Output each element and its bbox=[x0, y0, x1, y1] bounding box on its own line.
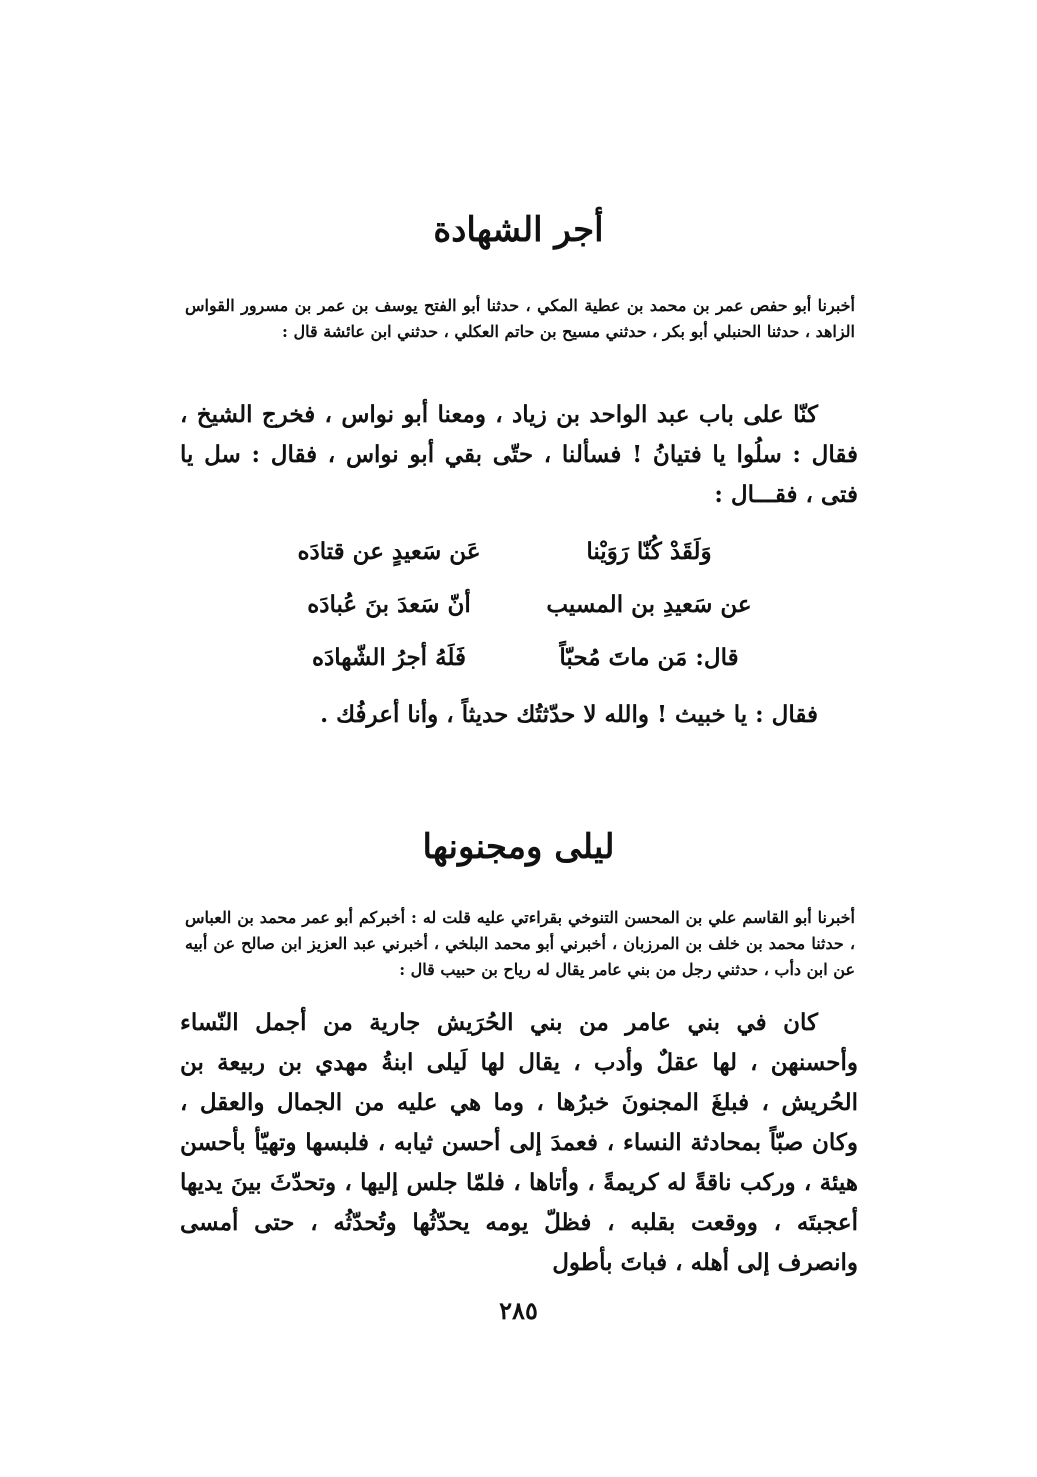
verse-second-hemistich: عَن سَعيدٍ عن قتادَه bbox=[297, 538, 481, 565]
isnad-section-1: أخبرنا أبو حفص عمر بن محمد بن عطية المكي ، حدثنا أبو الفتح يوسف بن عمر بن مسرور القواس الزاهد ، حدثنا الحنبلي أبو بكر ، حدثني مسيح بن حاتم العكلي ، حدثني ابن عائشة قال : bbox=[185, 296, 855, 341]
body-paragraph-section-1: كنّا على باب عبد الواحد بن زياد ، ومعنا أبو نواس ، فخرج الشيخ ، فقال : سلُوا يا فتيانُ ! فسألنا ، حتّى بقي أبو نواس ، فقال : سل يا فتى ، فقـــال : bbox=[180, 401, 858, 508]
isnad-section-2: أخبرنا أبو القاسم علي بن المحسن التنوخي بقراءتي عليه قلت له : أخبركم أبو عمر محمد بن العباس ، حدثنا محمد بن خلف بن المرزبان ، أخبرني أبو محمد البلخي ، أخبرني عبد العزيز ابن صالح عن أبيه عن ابن دأب ، حدثني رجل من بني عامر يقال له رياح بن حبيب قال : bbox=[185, 908, 855, 979]
verse-line bbox=[180, 578, 858, 631]
section-title-layla-wa-majnunuha: ليلى ومجنونها bbox=[422, 827, 615, 867]
verse-second-hemistich: فَلَهُ أجرُ الشّهادَه bbox=[311, 644, 467, 671]
verse-line bbox=[180, 525, 858, 578]
verse-first-hemistich: عن سَعيدِ بن المسيب bbox=[546, 591, 752, 618]
verse-line bbox=[180, 631, 858, 684]
body-paragraph-section-2: كان في بني عامر من بني الحُرَيش جارية من أجمل النّساء وأحسنهن ، لها عقلٌ وأدب ، يقال لها لَيلى ابنةُ مهدي بن ربيعة بن الحُريش ، فبلغَ المجنونَ خبرُها ، وما هي عليه من الجمال والعقل ، وكان صبّاً بمحادثة النساء ، فعمدَ إلى أحسن ثيابه ، فلبسها وتهيّأ بأحسن هيئة ، وركب ناقةً له كريمةً ، وأتاها ، فلمّا جلس إليها ، وتحدّثَ بينَ يديها أعجبتَه ، ووقعت بقلبه ، فظلّ يومه يحدّثُها وتُحدّثُه ، حتى أمسى وانصرف إلى أهله ، فباتَ بأطول bbox=[180, 1009, 859, 1276]
closing-line-section-1: فقال : يا خبيث ! والله لا حدّثتُك حديثاً ، وأنا أعرفُك . bbox=[320, 701, 818, 728]
section-title-ajr-al-shahada: أجر الشهادة bbox=[433, 210, 604, 250]
verse-second-hemistich: أنّ سَعدَ بنَ عُبادَه bbox=[307, 591, 471, 618]
verse-first-hemistich: وَلَقَدْ كُنّا رَوَيْنا bbox=[586, 538, 712, 565]
page-number: ٢٨٥ bbox=[499, 1296, 538, 1325]
poem-verses bbox=[180, 525, 858, 684]
verse-first-hemistich: قال: مَن ماتَ مُحبّاً bbox=[559, 644, 739, 671]
